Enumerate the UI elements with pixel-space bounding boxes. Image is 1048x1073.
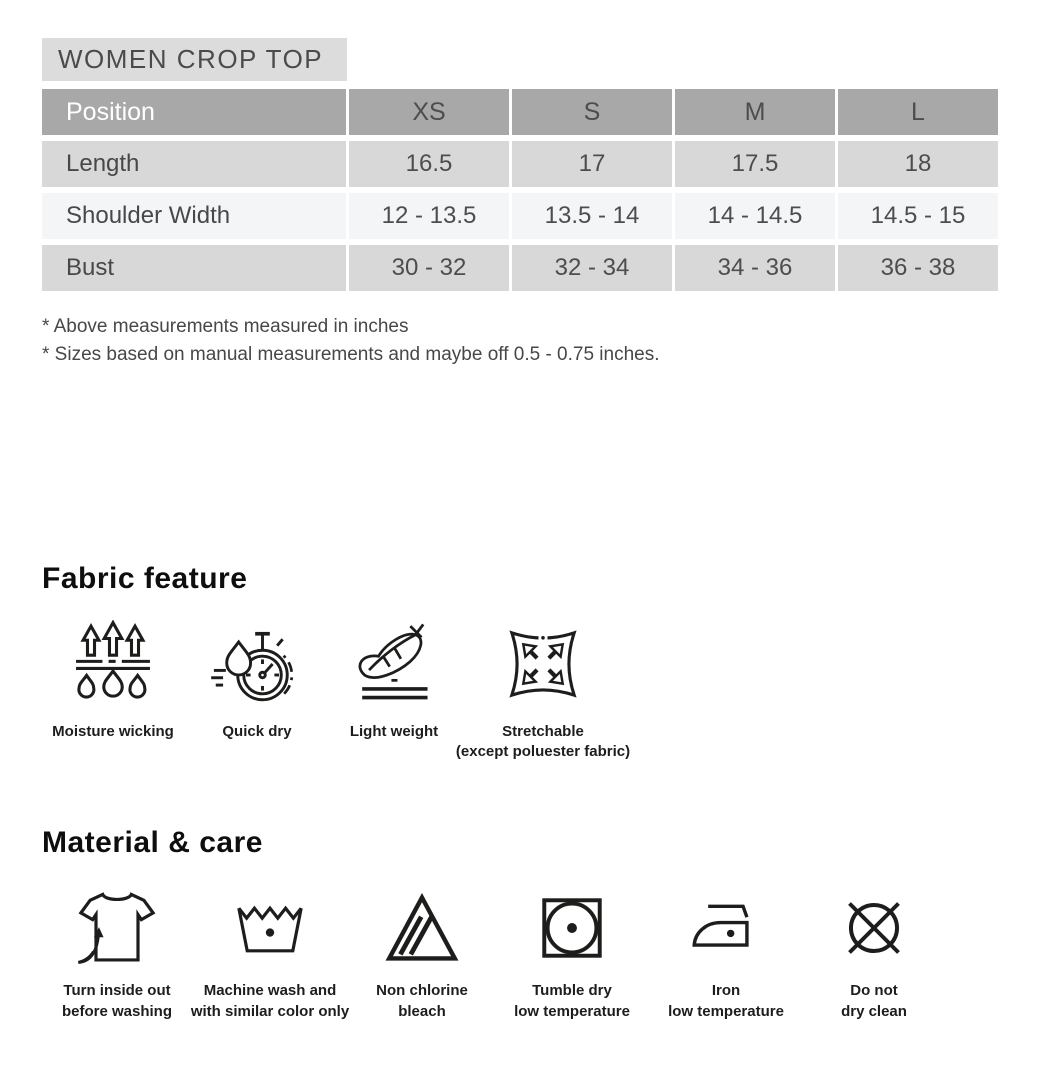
turn-inside-out-icon [75,886,159,970]
stretchable-icon [502,620,584,708]
quick-dry-icon [211,620,303,708]
care-label-line: Machine wash and [203,982,337,999]
care-label-line: Tumble dry [532,982,612,999]
size-value: 14.5 - 15 [838,193,998,239]
note-line: * Above measurements measured in inches [42,316,409,337]
iron-icon [687,897,765,959]
size-value: 32 - 34 [512,245,672,291]
care-label-line: Do not [850,982,898,999]
care-item-tumble-dry [496,888,648,1022]
note-line: * Sizes based on manual measurements and maybe off 0.5 - 0.75 inches. [42,344,660,365]
product-title: WOMEN CROP TOP [42,38,347,81]
material-care-row [42,888,1048,1022]
care-label-line: dry clean [841,1003,907,1020]
column-header-l: L [838,89,998,135]
feature-item-moisture-wicking [42,620,184,742]
column-header-position: Position [42,89,346,135]
size-table [42,89,998,291]
size-value: 17.5 [675,141,835,187]
care-label-line: before washing [61,1003,173,1020]
care-label-line: low temperature [514,1003,630,1020]
non-chlorine-bleach-icon [382,891,462,965]
feature-label-line: (except poluester fabric) [455,743,631,760]
care-item-non-chlorine-bleach [348,888,496,1022]
care-label-line: low temperature [668,1003,784,1020]
fabric-feature-row [42,620,1048,762]
feature-label-line: Quick dry [222,723,292,740]
care-label-line: Non chlorine [376,982,468,999]
care-item-machine-wash [192,888,348,1022]
feature-item-quick-dry [184,620,330,742]
column-header-s: S [512,89,672,135]
size-value: 30 - 32 [349,245,509,291]
feature-item-light-weight [330,620,458,742]
do-not-dry-clean-icon [838,890,910,966]
moisture-wicking-icon [69,620,157,708]
column-header-m: M [675,89,835,135]
size-value: 16.5 [349,141,509,187]
feature-label-line: Stretchable [502,723,584,740]
light-weight-icon [351,620,437,708]
row-label-length: Length [42,141,346,187]
care-item-turn-inside-out [42,888,192,1022]
size-value: 36 - 38 [838,245,998,291]
care-label-line: Iron [711,982,741,999]
measurement-notes [42,313,1048,369]
fabric-feature-heading: Fabric feature [42,562,248,595]
care-label-line: Turn inside out [63,982,171,999]
tumble-dry-icon [539,895,605,961]
size-value: 34 - 36 [675,245,835,291]
feature-item-stretchable [455,620,631,762]
size-value: 17 [512,141,672,187]
care-label-line: with similar color only [190,1003,350,1020]
column-header-xs: XS [349,89,509,135]
feature-label-line: Moisture wicking [52,723,174,740]
row-label-shoulder-width: Shoulder Width [42,193,346,239]
size-value: 18 [838,141,998,187]
care-item-do-not-dry-clean [804,888,944,1022]
feature-label-line: Light weight [349,723,439,740]
size-value: 12 - 13.5 [349,193,509,239]
row-label-bust: Bust [42,245,346,291]
care-item-iron [648,888,804,1022]
size-value: 13.5 - 14 [512,193,672,239]
material-care-heading: Material & care [42,826,263,859]
machine-wash-icon [232,893,308,963]
care-label-line: bleach [398,1003,446,1020]
size-value: 14 - 14.5 [675,193,835,239]
